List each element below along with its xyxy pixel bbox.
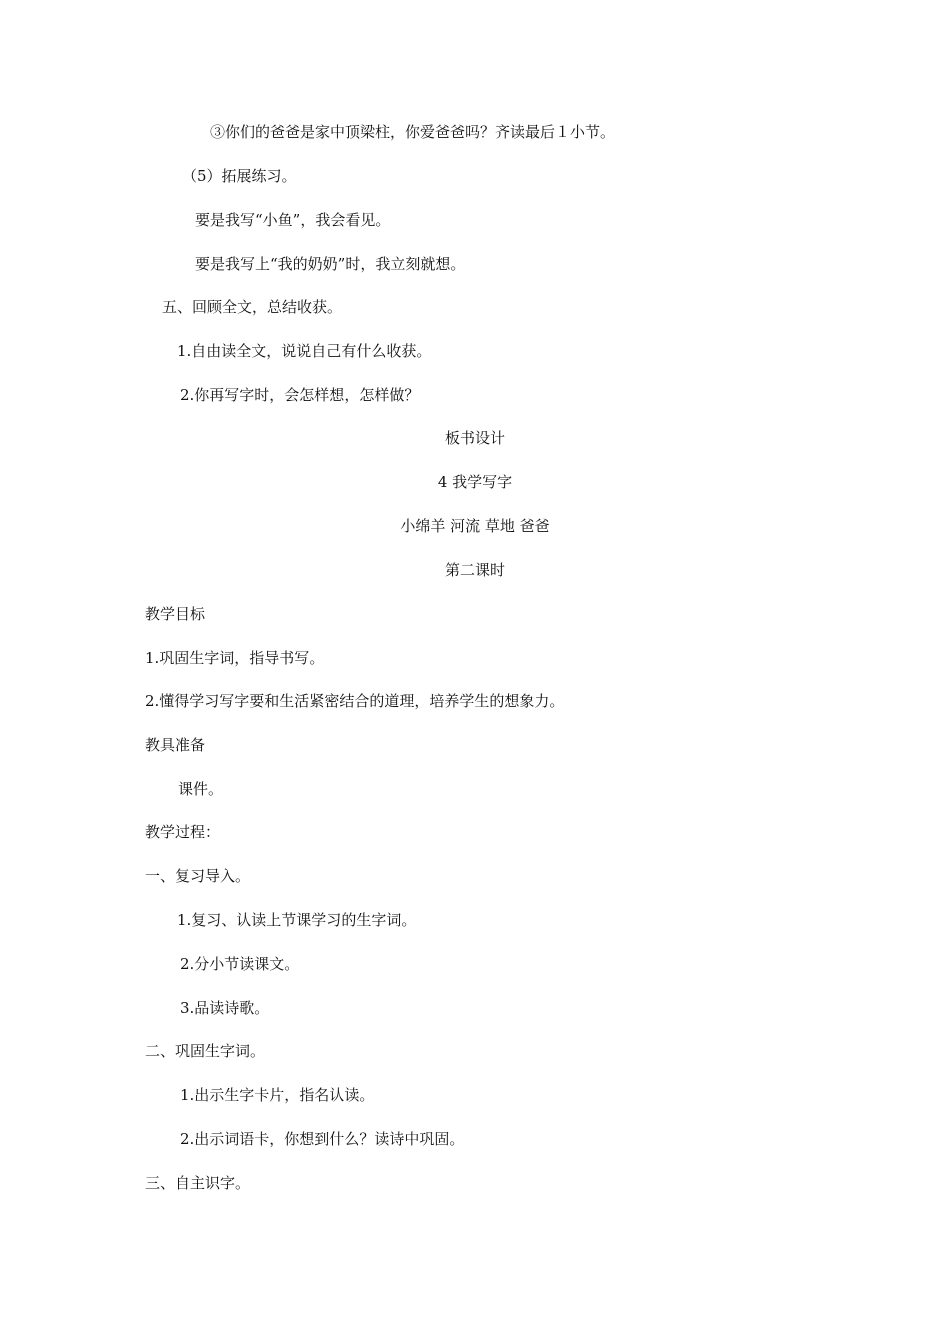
step-item-appreciate-poem: 3.品读诗歌。 xyxy=(180,999,270,1017)
paragraph-extension-exercise: （5）拓展练习。 xyxy=(182,167,297,185)
step-item-show-cards: 1.出示生字卡片，指名认读。 xyxy=(180,1086,375,1104)
step-item-word-cards: 2.出示词语卡，你想到什么？读诗中巩固。 xyxy=(180,1130,465,1148)
list-item-think-how: 2.你再写字时，会怎样想，怎样做？ xyxy=(180,386,420,404)
paragraph-read-last-stanza: ③你们的爸爸是家中顶梁柱，你爱爸爸吗？齐读最后１小节。 xyxy=(210,123,616,141)
goal-item-1: 1.巩固生字词，指导书写。 xyxy=(145,649,325,667)
step-item-review-words: 1.复习、认读上节课学习的生字词。 xyxy=(177,911,417,929)
board-vocabulary: 小绵羊 河流 草地 爸爸 xyxy=(400,517,550,535)
step-heading-self-study: 三、自主识字。 xyxy=(145,1174,251,1192)
second-lesson-heading: 第二课时 xyxy=(444,561,505,579)
step-item-read-stanzas: 2.分小节读课文。 xyxy=(180,955,300,973)
paragraph-write-grandma: 要是我写上“我的奶奶”时，我立刻就想。 xyxy=(195,255,466,273)
teaching-goals-title: 教学目标 xyxy=(145,605,206,623)
goal-item-2: 2.懂得学习写字要和生活紧密结合的道理，培养学生的想象力。 xyxy=(145,692,565,710)
section-heading-review: 五、回顾全文，总结收获。 xyxy=(162,298,343,316)
paragraph-write-fish: 要是我写“小鱼”，我会看见。 xyxy=(195,211,391,229)
board-lesson-title: 4 我学写字 xyxy=(437,473,513,491)
step-heading-review: 一、复习导入。 xyxy=(145,867,251,885)
list-item-read-freely: 1.自由读全文，说说自己有什么收获。 xyxy=(177,342,432,360)
teaching-process-title: 教学过程： xyxy=(145,823,221,841)
board-design-title: 板书设计 xyxy=(444,429,505,447)
teaching-aids-content: 课件。 xyxy=(178,780,224,798)
teaching-aids-title: 教具准备 xyxy=(145,736,206,754)
step-heading-consolidate: 二、巩固生字词。 xyxy=(145,1042,266,1060)
